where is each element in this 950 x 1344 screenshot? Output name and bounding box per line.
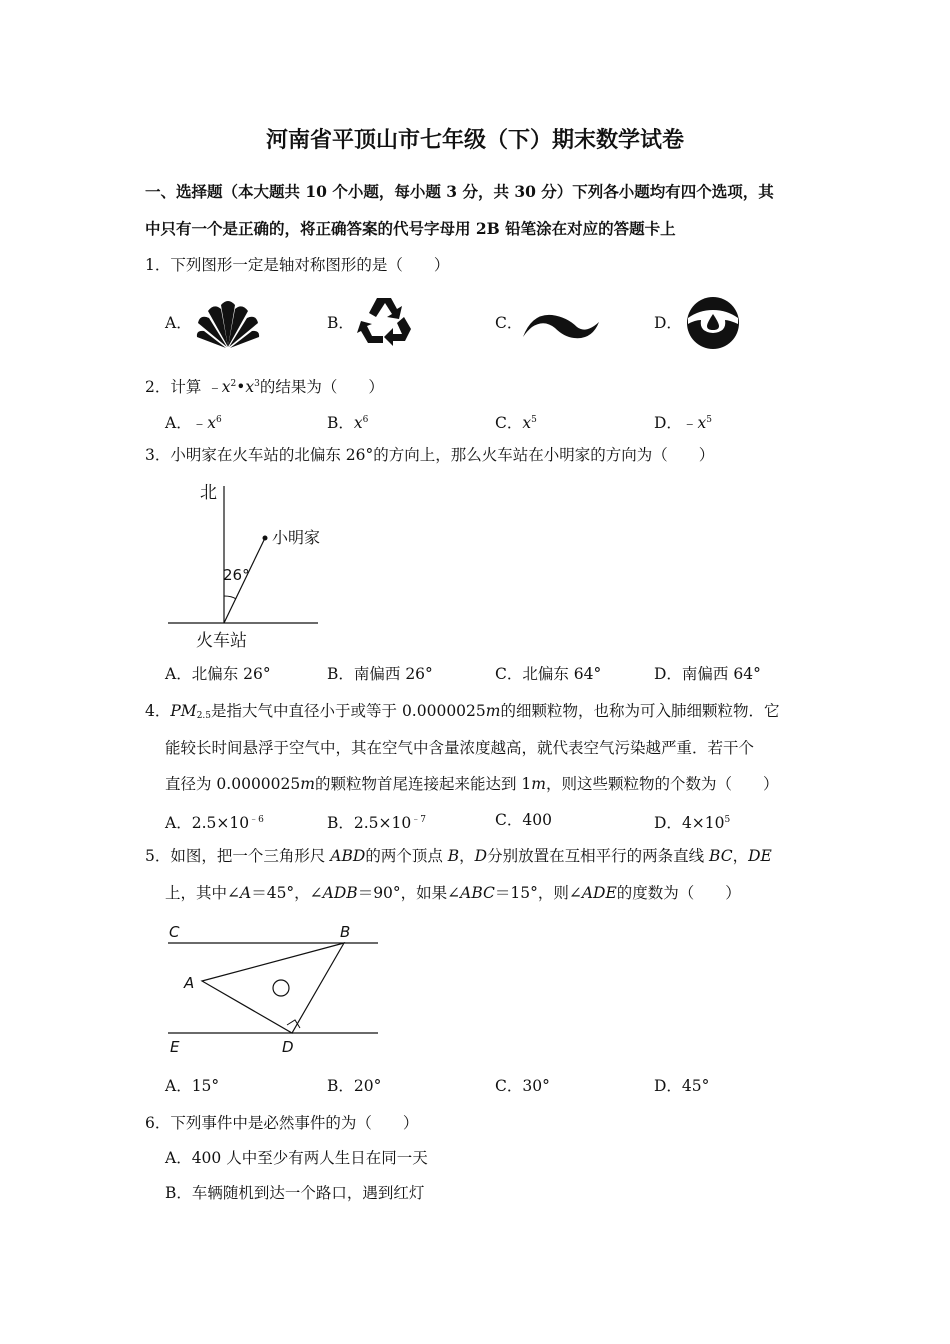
section-header-line1: 一、选择题（本大题共 10 个小题，每小题 3 分，共 30 分）下列各小题均有四个选项，其 [145, 182, 774, 201]
q1-option-a-label: A． [165, 314, 192, 332]
q5-option-b: B．20° [327, 1077, 382, 1095]
wave-icon [522, 307, 600, 341]
q4-line2: 能较长时间悬浮于空气中，其在空气中含量浓度越高，就代表空气污染越严重．若干个 [165, 739, 755, 757]
q4-option-b: B．$2.5\times 10^{﹣7}$ [327, 814, 426, 832]
angle-arc [224, 596, 236, 599]
q2-option-b: B．$x^6$ [327, 414, 369, 432]
q5-option-c: C．30° [495, 1077, 550, 1095]
label-b: B [340, 923, 351, 941]
q1-option-c-label: C． [495, 314, 523, 332]
label-e: E [170, 1038, 180, 1056]
page-title: 河南省平顶山市七年级（下）期末数学试卷 [265, 127, 684, 153]
station-label: 火车站 [196, 631, 247, 651]
q4-option-d: D．$4\times 10^5$ [654, 814, 731, 832]
angle-label: 26° [223, 566, 250, 584]
q6-stem: 6．下列事件中是必然事件的为（ ） [145, 1114, 419, 1132]
q6-option-a: A．400 人中至少有两人生日在同一天 [165, 1149, 428, 1167]
q5-option-d: D．45° [654, 1077, 710, 1095]
section-header-line2: 中只有一个是正确的，将正确答案的代号字母用 2B 铅笔涂在对应的答题卡上 [145, 219, 676, 238]
q3-option-b: B．南偏西 26° [327, 665, 433, 683]
home-label: 小明家 [272, 528, 321, 547]
home-point [263, 536, 268, 541]
q2-option-c: C．$x^5$ [495, 414, 537, 432]
label-c: C [169, 923, 180, 941]
q1-stem: 1．下列图形一定是轴对称图形的是（ ） [145, 256, 450, 274]
q3-option-a: A．北偏东 26° [165, 665, 271, 683]
triangle-hole [273, 980, 289, 996]
q3-option-d: D．南偏西 64° [654, 665, 761, 683]
q2-option-a: A．$﹣x^6$ [165, 414, 222, 432]
q4-option-c: C．400 [495, 811, 552, 829]
q4-option-a: A．$2.5\times 10^{﹣6}$ [165, 814, 264, 832]
q1-option-d-label: D． [654, 314, 682, 332]
q3-stem: 3．小明家在火车站的北偏东 26°的方向上，那么火车站在小明家的方向为（ ） [145, 446, 715, 464]
q1-option-b-label: B． [327, 314, 354, 332]
q2-stem: 2．计算 $﹣x^2•x^3$的结果为（ ） [145, 378, 384, 396]
water-drop-icon [685, 296, 741, 350]
q5-option-a: A．15° [165, 1077, 220, 1095]
q5-figure [160, 918, 390, 1058]
q4-line3: 直径为 0.0000025m的颗粒物首尾连接起来能达到 1m，则这些颗粒物的个数为（ ） [165, 775, 779, 793]
q4-line1: 4．$PM_{2.5}$是指大气中直径小于或等于 0.0000025m的细颗粒物，也称为可入肺细颗粒物．它 [145, 702, 780, 721]
label-d: D [282, 1038, 294, 1056]
fan-logo-icon [196, 297, 260, 349]
q3-option-c: C．北偏东 64° [495, 665, 602, 683]
q5-line2: 上，其中∠A＝45°，∠ADB＝90°，如果∠ABC＝15°，则∠ADE的度数为（ ） [165, 884, 741, 902]
label-a: A [184, 974, 195, 992]
q5-line1: 5．如图，把一个三角形尺 ABD的两个顶点 B，D分别放置在互相平行的两条直线 BC，DE [145, 847, 772, 865]
right-angle-mark [287, 1020, 300, 1028]
q2-option-d: D．$﹣x^5$ [654, 414, 712, 432]
q3-figure [160, 478, 340, 653]
north-label: 北 [200, 483, 217, 503]
recycle-icon [357, 295, 413, 349]
q6-option-b: B．车辆随机到达一个路口，遇到红灯 [165, 1184, 425, 1202]
